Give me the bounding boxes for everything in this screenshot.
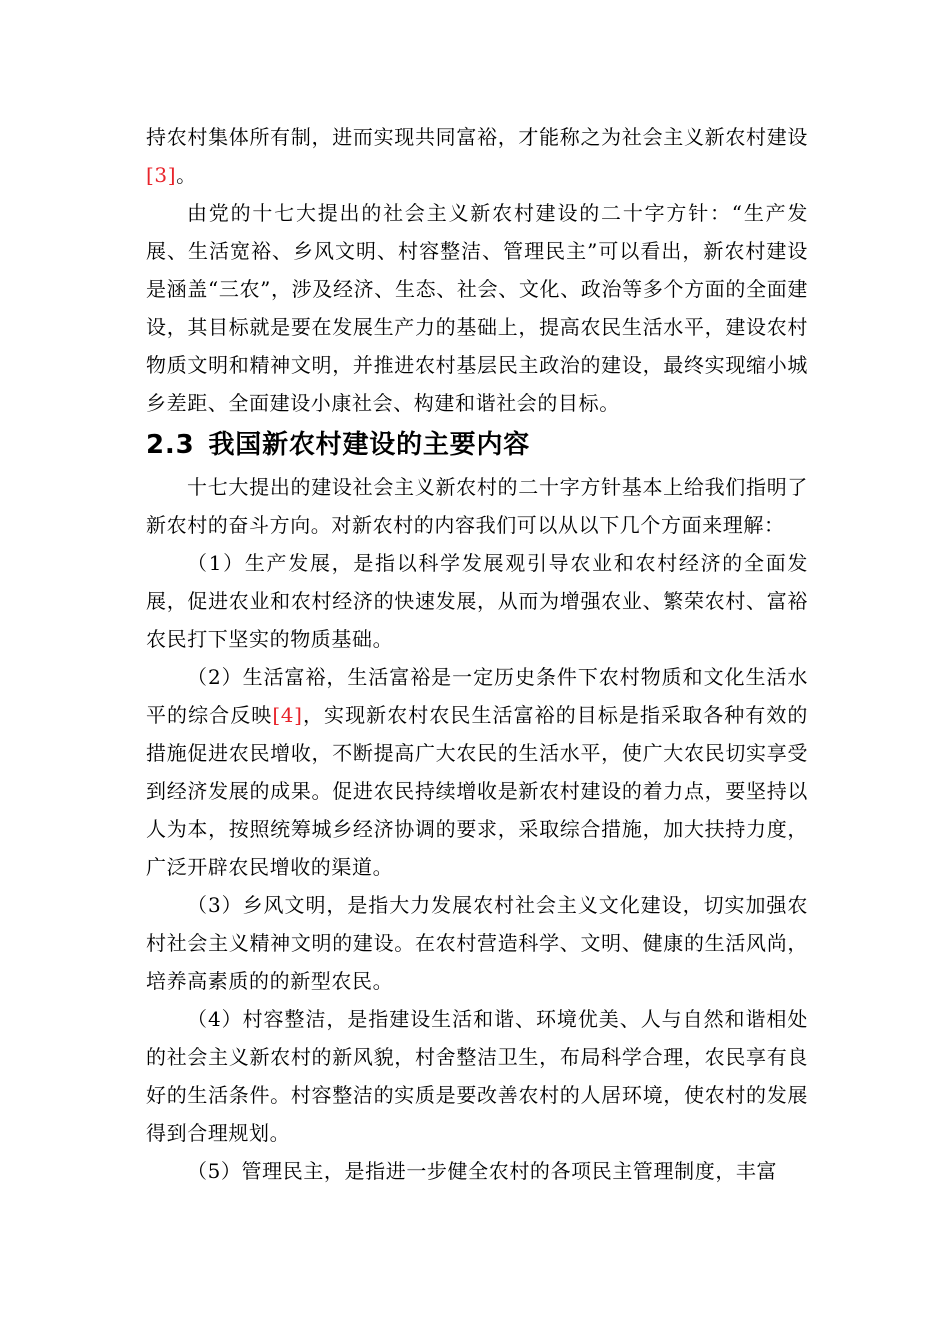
list-paragraph: （1）生产发展，是指以科学发展观引导农业和农村经济的全面发展，促进农业和农村经济的快速发展，从而为增强农业、繁荣农村、富裕农民打下坚实的物质基础。 — [146, 551, 808, 651]
citation-link[interactable]: [3] — [146, 163, 177, 187]
section-title: 我国新农村建设的主要内容 — [208, 430, 531, 460]
paragraph: 由党的十七大提出的社会主义新农村建设的二十字方针：“生产发展、生活宽裕、乡风文明、村容整洁、管理民主”可以看出，新农村建设是涵盖“三农”，涉及经济、生态、社会、文化、政治等多个方面的全面建设，其目标就是要在发展生产力的基础上，提高农民生活水平，建设农村物质文明和精神文明，并推进农村基层民主政治的建设，最终实现缩小城乡差距、全面建设小康社会、构建和谐社会的目标。 — [146, 201, 808, 415]
list-paragraph: （3）乡风文明，是指大力发展农村社会主义文化建设，切实加强农村社会主义精神文明的建设。在农村营造科学、文明、健康的生活风尚，培养高素质的的新型农民。 — [146, 893, 808, 993]
section-number: 2.3 — [146, 430, 195, 460]
paragraph-continuation — [146, 118, 808, 194]
paragraph: 十七大提出的建设社会主义新农村的二十字方针基本上给我们指明了新农村的奋斗方向。对新农村的内容我们可以从以下几个方面来理解： — [146, 475, 808, 537]
list-paragraph: （5）管理民主，是指进一步健全农村的各项民主管理制度，丰富 — [187, 1159, 778, 1183]
paragraph-text: （2）生活富裕，生活富裕是一定历史条件下农村物质和文化生活水平的综合反映 — [146, 665, 808, 727]
citation-link[interactable]: [4] — [272, 703, 303, 727]
paragraph-text: 。 — [176, 163, 197, 187]
document-body — [146, 118, 808, 1190]
paragraph-text: ，实现新农村农民生活富裕的目标是指采取各种有效的措施促进农民增收，不断提高广大农民的生活水平，使广大农民切实享受到经济发展的成果。促进农民持续增收是新农村建设的着力点，要坚持以人为本，按照统筹城乡经济协调的要求，采取综合措施，加大扶持力度，广泛开辟农民增收的渠道。 — [146, 703, 808, 879]
section-heading — [146, 422, 808, 468]
paragraph-text: 持农村集体所有制，进而实现共同富裕，才能称之为社会主义新农村建设 — [146, 125, 808, 149]
list-paragraph: （4）村容整洁，是指建设生活和谐、环境优美、人与自然和谐相处的社会主义新农村的新风貌，村舍整洁卫生，布局科学合理，农民享有良好的生活条件。村容整洁的实质是要改善农村的人居环境，使农村的发展得到合理规划。 — [146, 1007, 808, 1145]
list-paragraph — [146, 658, 808, 886]
